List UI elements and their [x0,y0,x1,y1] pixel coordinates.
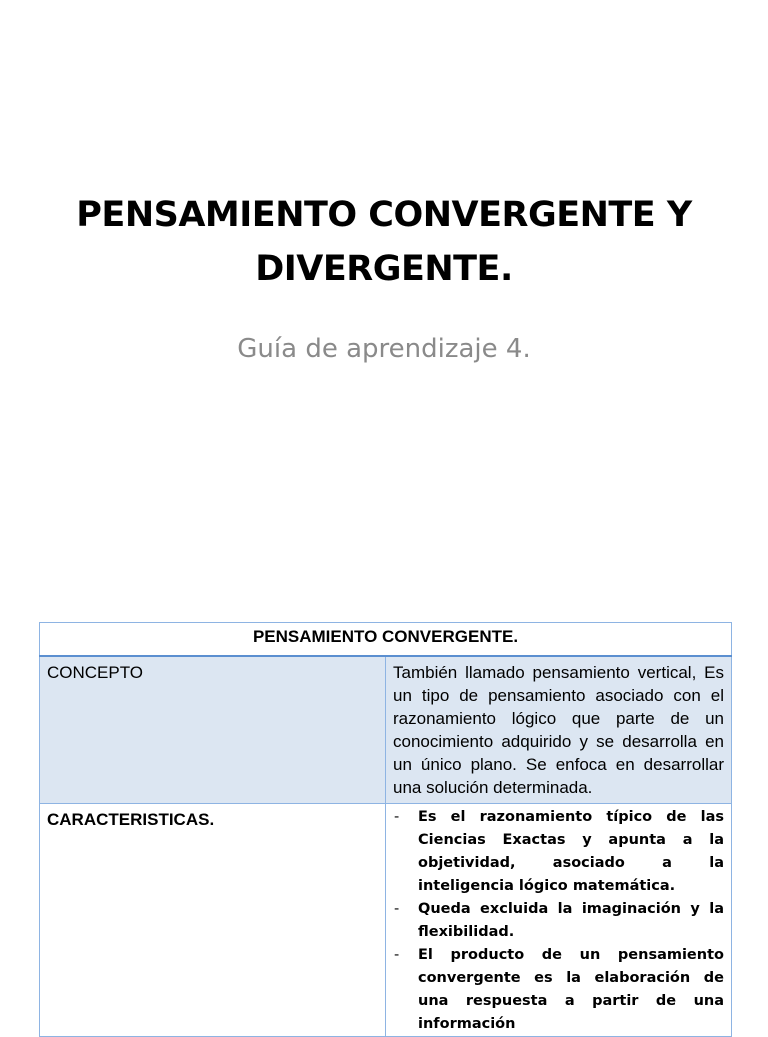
table-row-characteristics [40,804,732,1037]
characteristics-cell [386,804,732,1037]
table-header-row [40,623,732,657]
list-item: - Es el razonamiento típico de las Ciencias Exactas y apunta a la objetividad, asociado a la inteligencia lógico matemática. [394,806,724,898]
concept-text: También llamado pensamiento vertical, Es un tipo de pensamiento asociado con el razonamiento lógico que parte de un conocimiento adquirido y se desarrolla en un único plano. Se enfoca en desarrollar una solución determinada. [386,656,732,804]
table-row-concept [40,656,732,804]
table-header: PENSAMIENTO CONVERGENTE. [40,623,732,657]
slide-title: PENSAMIENTO CONVERGENTE Y DIVERGENTE. [76,195,692,289]
characteristics-list [394,806,724,1036]
convergent-thinking-table [39,622,732,1037]
characteristics-label: CARACTERISTICAS. [40,804,386,1037]
list-item: - Queda excluida la imaginación y la flexibilidad. [394,898,724,944]
slide-subtitle: Guía de aprendizaje 4. [237,334,531,364]
concept-label: CONCEPTO [40,656,386,804]
list-item: - El producto de un pensamiento convergente es la elaboración de una respuesta a partir de una información [394,944,724,1036]
